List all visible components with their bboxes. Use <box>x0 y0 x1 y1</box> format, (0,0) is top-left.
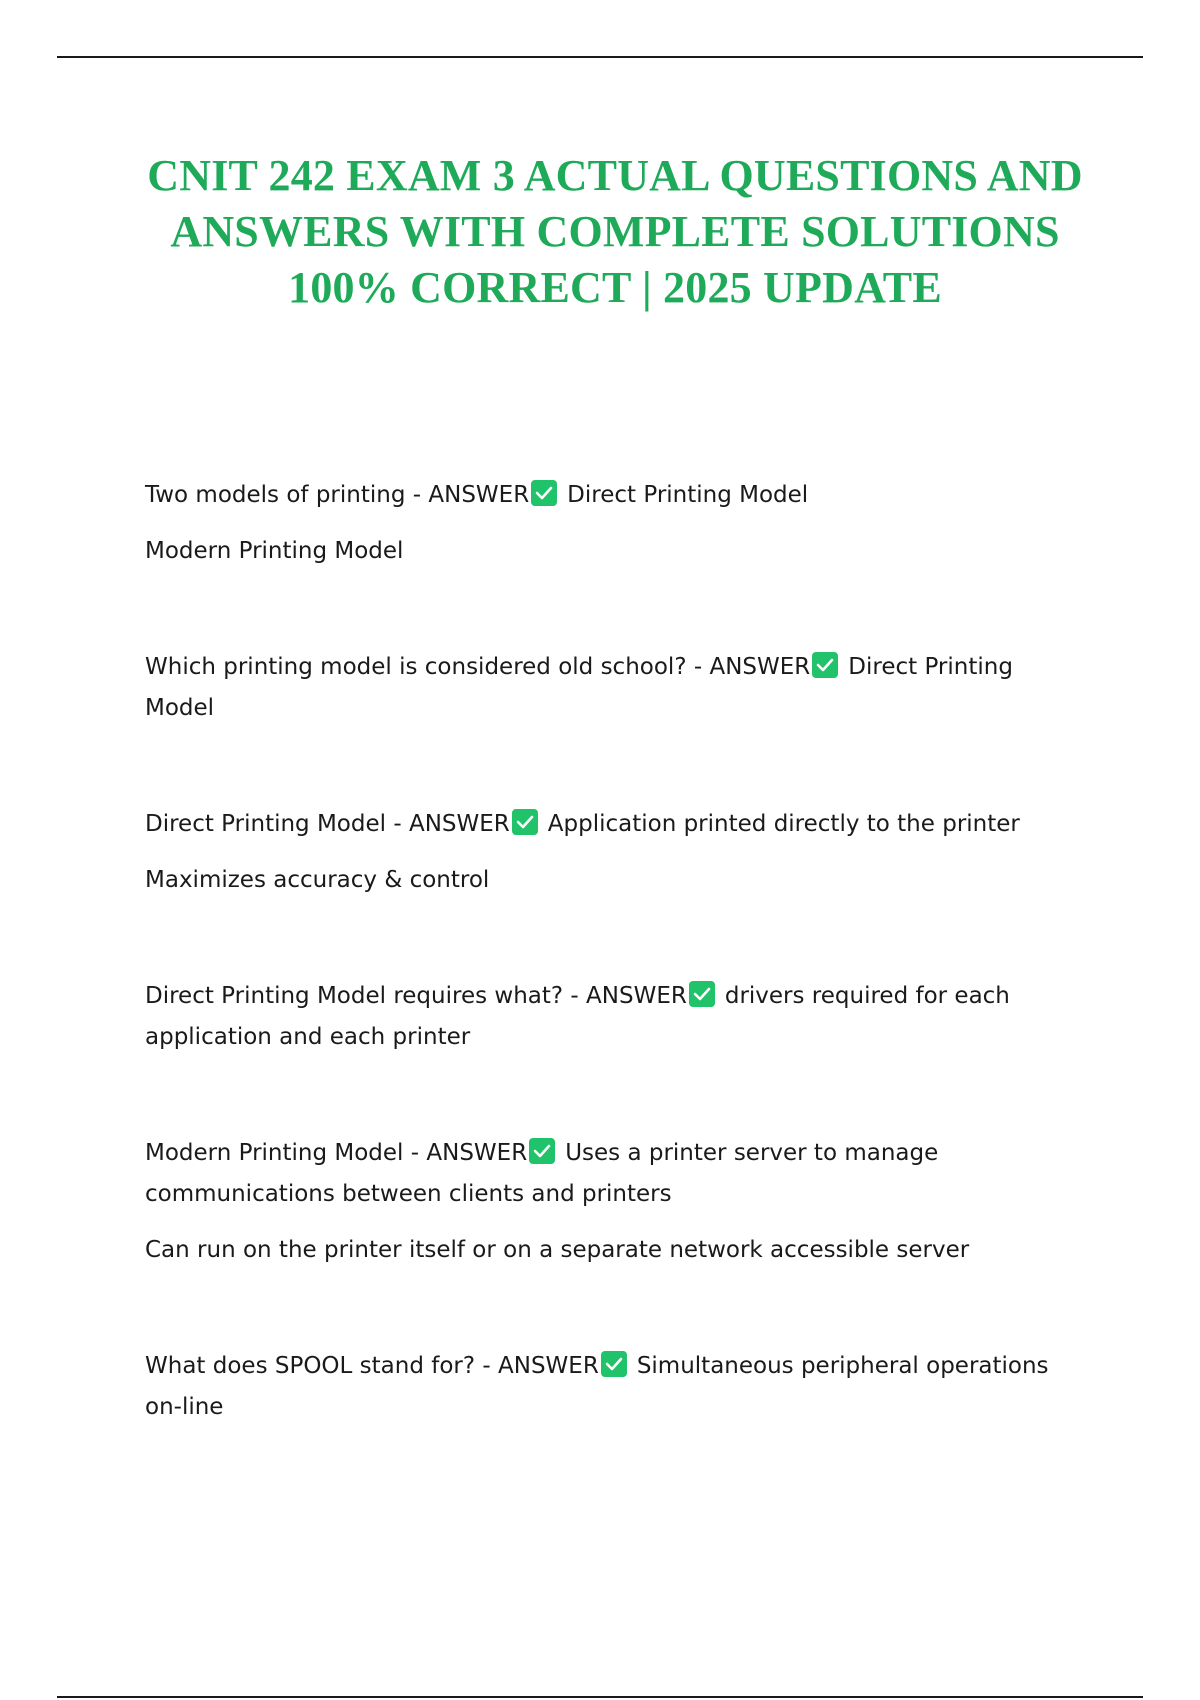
check-mark-icon <box>512 809 538 835</box>
question-text: Two models of printing <box>145 482 406 508</box>
question-text: What does SPOOL stand for? <box>145 1353 476 1379</box>
qa-line <box>145 475 1085 516</box>
document-title: CNIT 242 EXAM 3 ACTUAL QUESTIONS AND ANSWERS WITH COMPLETE SOLUTIONS 100% CORRECT | 2025 UPDATE <box>147 151 1083 312</box>
answer-extra-line: Can run on the printer itself or on a separate network accessible server <box>145 1237 970 1263</box>
answer-marker: ANSWER <box>408 811 510 837</box>
answer-text: Direct Printing Model <box>145 654 1013 721</box>
answer-marker: ANSWER <box>586 983 687 1009</box>
answer-text: Direct Printing Model <box>567 482 809 508</box>
answer-text: Simultaneous peripheral operations on-line <box>145 1353 1049 1420</box>
qa-line <box>145 647 1085 729</box>
answer-marker: ANSWER <box>428 482 530 508</box>
qa-list <box>145 475 1085 1503</box>
answer-text: drivers required for each application and each printer <box>145 983 1010 1050</box>
answer-marker: ANSWER <box>709 654 811 680</box>
qa-item <box>145 475 1085 572</box>
answer-separator: - <box>410 1140 427 1166</box>
check-mark-icon <box>601 1351 627 1377</box>
qa-item <box>145 1346 1085 1428</box>
answer-extra-line: Modern Printing Model <box>145 538 404 564</box>
qa-item <box>145 647 1085 729</box>
qa-line <box>145 804 1085 845</box>
answer-separator: - <box>412 482 429 508</box>
answer-extra-line: Maximizes accuracy & control <box>145 867 490 893</box>
qa-line <box>145 1133 1085 1215</box>
qa-item <box>145 976 1085 1058</box>
check-mark-icon <box>531 480 557 506</box>
check-mark-icon <box>529 1138 555 1164</box>
answer-text: Application printed directly to the printer <box>547 811 1020 837</box>
answer-separator: - <box>570 983 587 1009</box>
answer-text: Uses a printer server to manage communications between clients and printers <box>145 1140 939 1207</box>
qa-line <box>145 1346 1085 1428</box>
answer-marker: ANSWER <box>498 1353 599 1379</box>
question-text: Which printing model is considered old school? <box>145 654 687 680</box>
top-rule <box>57 56 1143 58</box>
answer-separator: - <box>482 1353 499 1379</box>
question-text: Direct Printing Model <box>145 811 387 837</box>
answer-separator: - <box>693 654 710 680</box>
check-mark-icon <box>812 652 838 678</box>
qa-line <box>145 976 1085 1058</box>
qa-item <box>145 1133 1085 1271</box>
question-text: Direct Printing Model requires what? <box>145 983 564 1009</box>
check-mark-icon <box>689 981 715 1007</box>
question-text: Modern Printing Model <box>145 1140 404 1166</box>
answer-marker: ANSWER <box>426 1140 528 1166</box>
qa-item <box>145 804 1085 901</box>
bottom-rule <box>57 1696 1143 1698</box>
answer-separator: - <box>393 811 409 837</box>
